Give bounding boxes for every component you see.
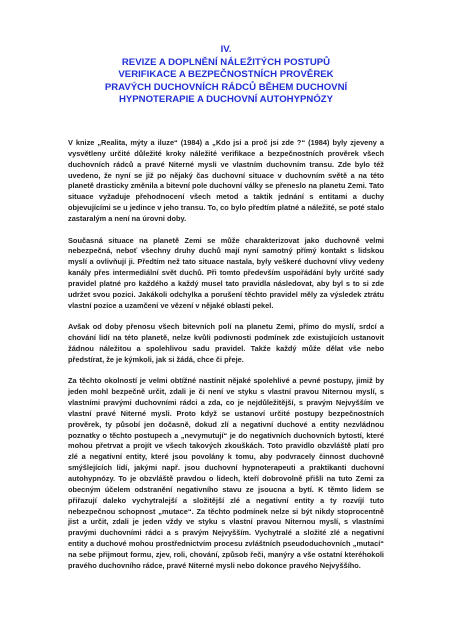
paragraph-1: V knize „Realita, mýty a iluze“ (1984) a „Kdo jsi a proč jsi zde ?“ (1984) byly zjeveny a vysvětleny určité důležité kroky náležité verifikace a bezpečnostních prověrek všech duchovních rádců a pravé Niterné mysli ve vlastním duchovním transu. Zde bylo též uvedeno, že nyní se již po nějaký čas duchovní situace v duchovním světě a na této planetě drasticky změnila a bitevní pole duchovní války se přeneslo na planetu Zemi. Tato situace vyžaduje přehodnocení všech metod a taktik jednání s entitami a duchy objevujícími se u jedince v jeho transu. To, co bylo předtím platné a náležité, se poté stalo zastaralým a není na úrovni doby. (68, 138, 384, 223)
chapter-heading (70, 44, 382, 107)
paragraph-3: Avšak od doby přenosu všech bitevních polí na planetu Zemi, přímo do myslí, srdcí a chování lidí na této planetě, nelze kvůli podivnosti podmínek zde existujících ustanovit žádnou náležitou a spolehlivou sadu pravidel. Takže každý může dělat vše nebo předstírat, že je kýmkoli, jak si žádá, chce či přeje. (68, 322, 384, 364)
chapter-title-line-2: VERIFIKACE A BEZPEČNOSTNÍCH PROVĚREK (118, 69, 334, 81)
chapter-title-line-1: REVIZE A DOPLNĚNÍ NÁLEŽITÝCH POSTUPŮ (121, 56, 331, 68)
chapter-number: IV. (220, 44, 232, 55)
paragraph-2: Současná situace na planetě Zemi se může charakterizovat jako duchovně velmi nebezpečná, neboť všechny druhy duchů mají nyní samotný přímý kontakt s lidskou myslí a ovlivňují ji. Předtím než tato situace nastala, byly veškeré duchovní vlivy vedeny kanály přes intermediální svět duchů. Při tomto především uspořádání byly určité sady pravidel platné pro každého a každý musel tato pravidla následovat, aby byl s to si zde udržet svou pozici. Jakákoli odchylka a porušení těchto pravidel měly za výsledek ztrátu vlastní pozice a uzamčení ve vězení v nějaké oblasti pekel. (68, 235, 384, 310)
paragraph-4: Za těchto okolností je velmi obtížné nastínit nějaké spolehlivé a pevné postupy, jimiž by jeden mohl bezpečně určit, zdali je či není ve styku s vlastní pravou Niternou myslí, s vlastními pravými duchovními rádci a zda, co je nejdůležitější, s pravým Nejvyšším ve vlastní pravé Niterné mysli. Proto když se ustanoví určité postupy bezpečnostních prověrek, ty působí jen dočasně, dokud zlí a negativní duchové a entity nezvládnou poznatky o těchto postupech a „nevymutují“ je do negativních duchovních bytostí, které mohou přetrvat a projít ve všech takových zkouškách. Toto pravidlo obzvláště platí pro zlé a negativní entity, které jsou povolány k tomu, aby podvracely činnost duchovně smýšlejících lidí, jakými např. jsou duchovní hypnoterapeuti a praktikanti duchovní autohypnózy. To je obzvláště pravdou o lidech, kteří dobrovolně přišli na tuto Zemi za obecným účelem odstranění negativního stavu ze jsoucna a bytí. K těmto lidem se přiřazují daleko vychytralejší a složitější zlé a negativní entity a ty rozvíjí tuto nebezpečnou schopnost „mutace“. Za těchto podmínek nelze si být nikdy stoprocentně jist a určit, zdali je jeden vždy ve styku s vlastní pravou Niternou myslí, s vlastními pravými duchovními rádci a s pravým Nejvyšším. Vychytralé a složité zlé a negativní entity a duchové mohou prostřednictvím procesu zvláštních pseudoduchovních „mutací“ na sebe přijmout formu, zjev, roli, chování, způsob řeči, manýry a vše ostatní kteréhokoli pravého duchovního rádce, pravé Niterné mysli nebo dokonce pravého Nejvyššího. (68, 376, 384, 570)
chapter-title-line-3: PRAVÝCH DUCHOVNÍCH RÁDCŮ BĚHEM DUCHOVNÍ (104, 81, 348, 93)
body-text (68, 138, 384, 582)
chapter-title-line-4: HYPNOTERAPIE A DUCHOVNÍ AUTOHYPNÓZY (118, 94, 334, 106)
